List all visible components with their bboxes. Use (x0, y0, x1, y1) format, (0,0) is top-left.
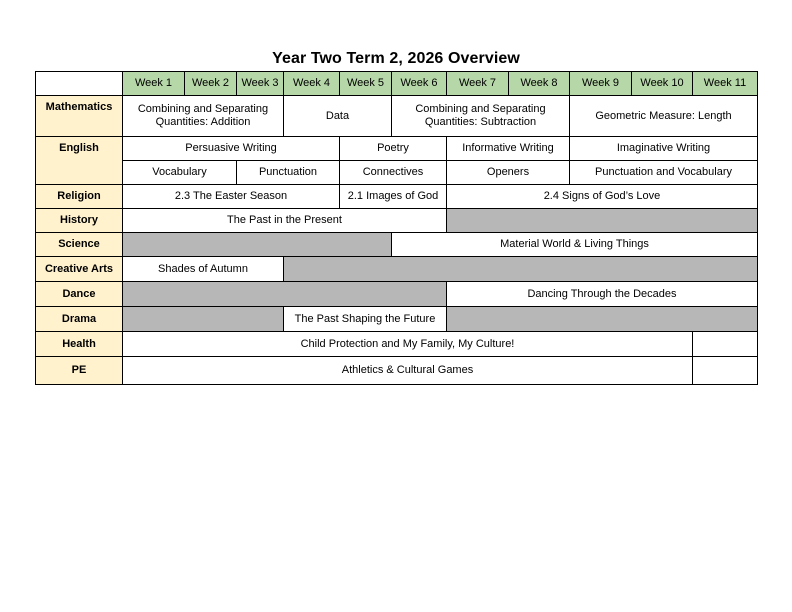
unit-cell: Combining and Separating Quantities: Subtraction (392, 96, 570, 137)
english-row (36, 137, 758, 161)
unit-cell: Persuasive Writing (123, 137, 340, 161)
unit-cell: Data (284, 96, 392, 137)
english-focus-row (36, 161, 758, 185)
overview-table (35, 71, 758, 385)
health-row (36, 332, 758, 357)
empty-cell (693, 332, 758, 357)
dance-row (36, 282, 758, 307)
week-3-header: Week 3 (237, 72, 284, 96)
subject-religion: Religion (36, 185, 123, 209)
creative-arts-row (36, 257, 758, 282)
unit-cell: Athletics & Cultural Games (123, 357, 693, 385)
unit-cell: 2.1 Images of God (340, 185, 447, 209)
mathematics-row (36, 96, 758, 137)
subject-science: Science (36, 233, 123, 257)
unit-cell: Geometric Measure: Length (570, 96, 758, 137)
week-header-row (36, 72, 758, 96)
subject-health: Health (36, 332, 123, 357)
subject-english: English (36, 137, 123, 185)
week-6-header: Week 6 (392, 72, 447, 96)
week-11-header: Week 11 (693, 72, 758, 96)
unit-cell: Imaginative Writing (570, 137, 758, 161)
page-title: Year Two Term 2, 2026 Overview (272, 50, 520, 67)
unit-cell: 2.3 The Easter Season (123, 185, 340, 209)
unused-cell (123, 307, 284, 332)
pe-row (36, 357, 758, 385)
religion-row (36, 185, 758, 209)
unit-cell: 2.4 Signs of God’s Love (447, 185, 758, 209)
subject-pe: PE (36, 357, 123, 385)
subject-dance: Dance (36, 282, 123, 307)
week-9-header: Week 9 (570, 72, 632, 96)
subject-mathematics: Mathematics (36, 96, 123, 137)
unused-cell (447, 209, 758, 233)
empty-cell (693, 357, 758, 385)
focus-cell: Vocabulary (123, 161, 237, 185)
unit-cell: Shades of Autumn (123, 257, 284, 282)
unused-cell (123, 282, 447, 307)
unit-cell: Combining and Separating Quantities: Addition (123, 96, 284, 137)
week-10-header: Week 10 (632, 72, 693, 96)
science-row (36, 233, 758, 257)
unit-cell: Dancing Through the Decades (447, 282, 758, 307)
week-7-header: Week 7 (447, 72, 509, 96)
week-2-header: Week 2 (185, 72, 237, 96)
corner-cell (36, 72, 123, 96)
subject-history: History (36, 209, 123, 233)
week-1-header: Week 1 (123, 72, 185, 96)
unit-cell: Informative Writing (447, 137, 570, 161)
drama-row (36, 307, 758, 332)
subject-creative-arts: Creative Arts (36, 257, 123, 282)
unit-cell: Child Protection and My Family, My Culture! (123, 332, 693, 357)
week-4-header: Week 4 (284, 72, 340, 96)
week-5-header: Week 5 (340, 72, 392, 96)
subject-drama: Drama (36, 307, 123, 332)
week-8-header: Week 8 (509, 72, 570, 96)
unused-cell (447, 307, 758, 332)
unused-cell (284, 257, 758, 282)
unit-cell: The Past in the Present (123, 209, 447, 233)
unit-cell: Poetry (340, 137, 447, 161)
focus-cell: Punctuation and Vocabulary (570, 161, 758, 185)
history-row (36, 209, 758, 233)
unit-cell: Material World & Living Things (392, 233, 758, 257)
focus-cell: Openers (447, 161, 570, 185)
unit-cell: The Past Shaping the Future (284, 307, 447, 332)
focus-cell: Connectives (340, 161, 447, 185)
unused-cell (123, 233, 392, 257)
focus-cell: Punctuation (237, 161, 340, 185)
